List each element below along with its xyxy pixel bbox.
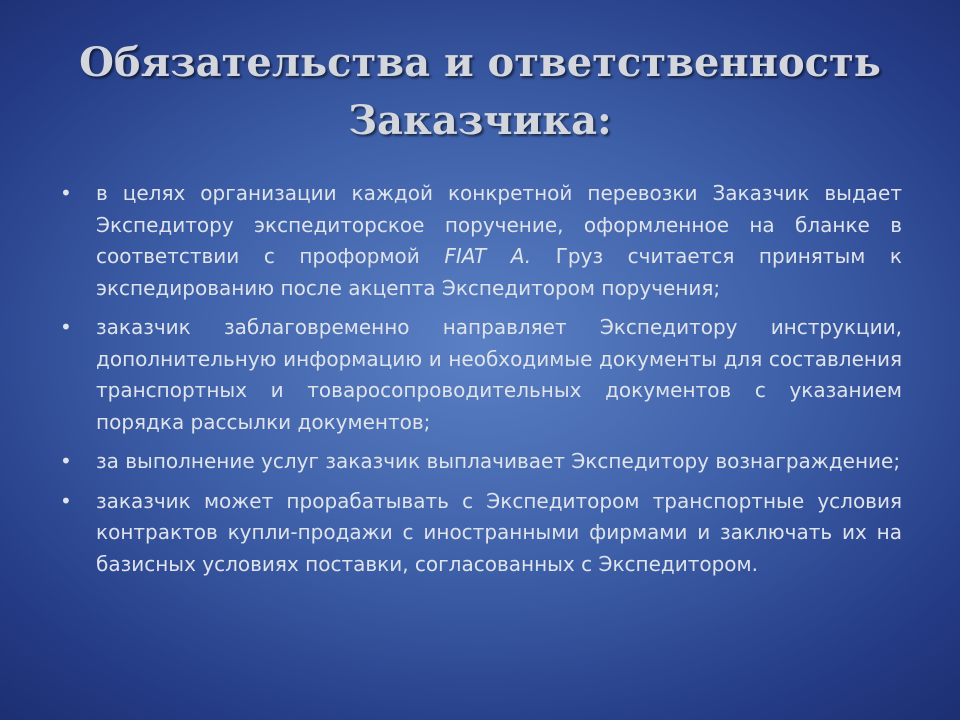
bullet-marker: •	[60, 488, 72, 513]
slide-title	[60, 34, 900, 150]
bullet-text: заказчик может прорабатывать с Экспедитором транспортные условия контрактов купли-продажи с иностранными фирмами и заключать их на базисных условиях поставки, согласованных с Экспедитором.	[96, 488, 902, 576]
bullet-marker: •	[60, 449, 72, 473]
slide-title-line-2: Заказчика:	[348, 97, 612, 144]
bullet-marker: •	[60, 315, 72, 339]
bullet-text: за выполнение услуг заказчик выплачивает Экспедитору вознаграждение;	[96, 449, 901, 473]
bullet-text-part: в целях организации каждой конкретной перевозки Заказчик выдает Экспедитору экспедиторское поручение, оформленное на бланке в соответствии с проформой	[96, 181, 902, 268]
bullet-text-italic: FIAT A.	[444, 244, 532, 268]
slide-title-line-1: Обязательства и ответственность	[79, 39, 881, 86]
bullet-item-contracts	[60, 486, 902, 581]
bullet-item-instructions	[60, 312, 902, 438]
bullet-item-payment	[60, 446, 902, 478]
bullet-text: заказчик заблаговременно направляет Экспедитору инструкции, дополнительную информацию и необходимые документы для составления транспортных и товаросопроводительных документов с указанием порядка рассылки документов;	[96, 315, 902, 434]
bullet-text-part: Груз считается принятым к экспедированию после акцепта Экспедитором поручения;	[96, 244, 902, 300]
bullet-item-order	[60, 178, 902, 304]
bullet-list	[60, 178, 902, 588]
bullet-marker: •	[60, 181, 72, 205]
